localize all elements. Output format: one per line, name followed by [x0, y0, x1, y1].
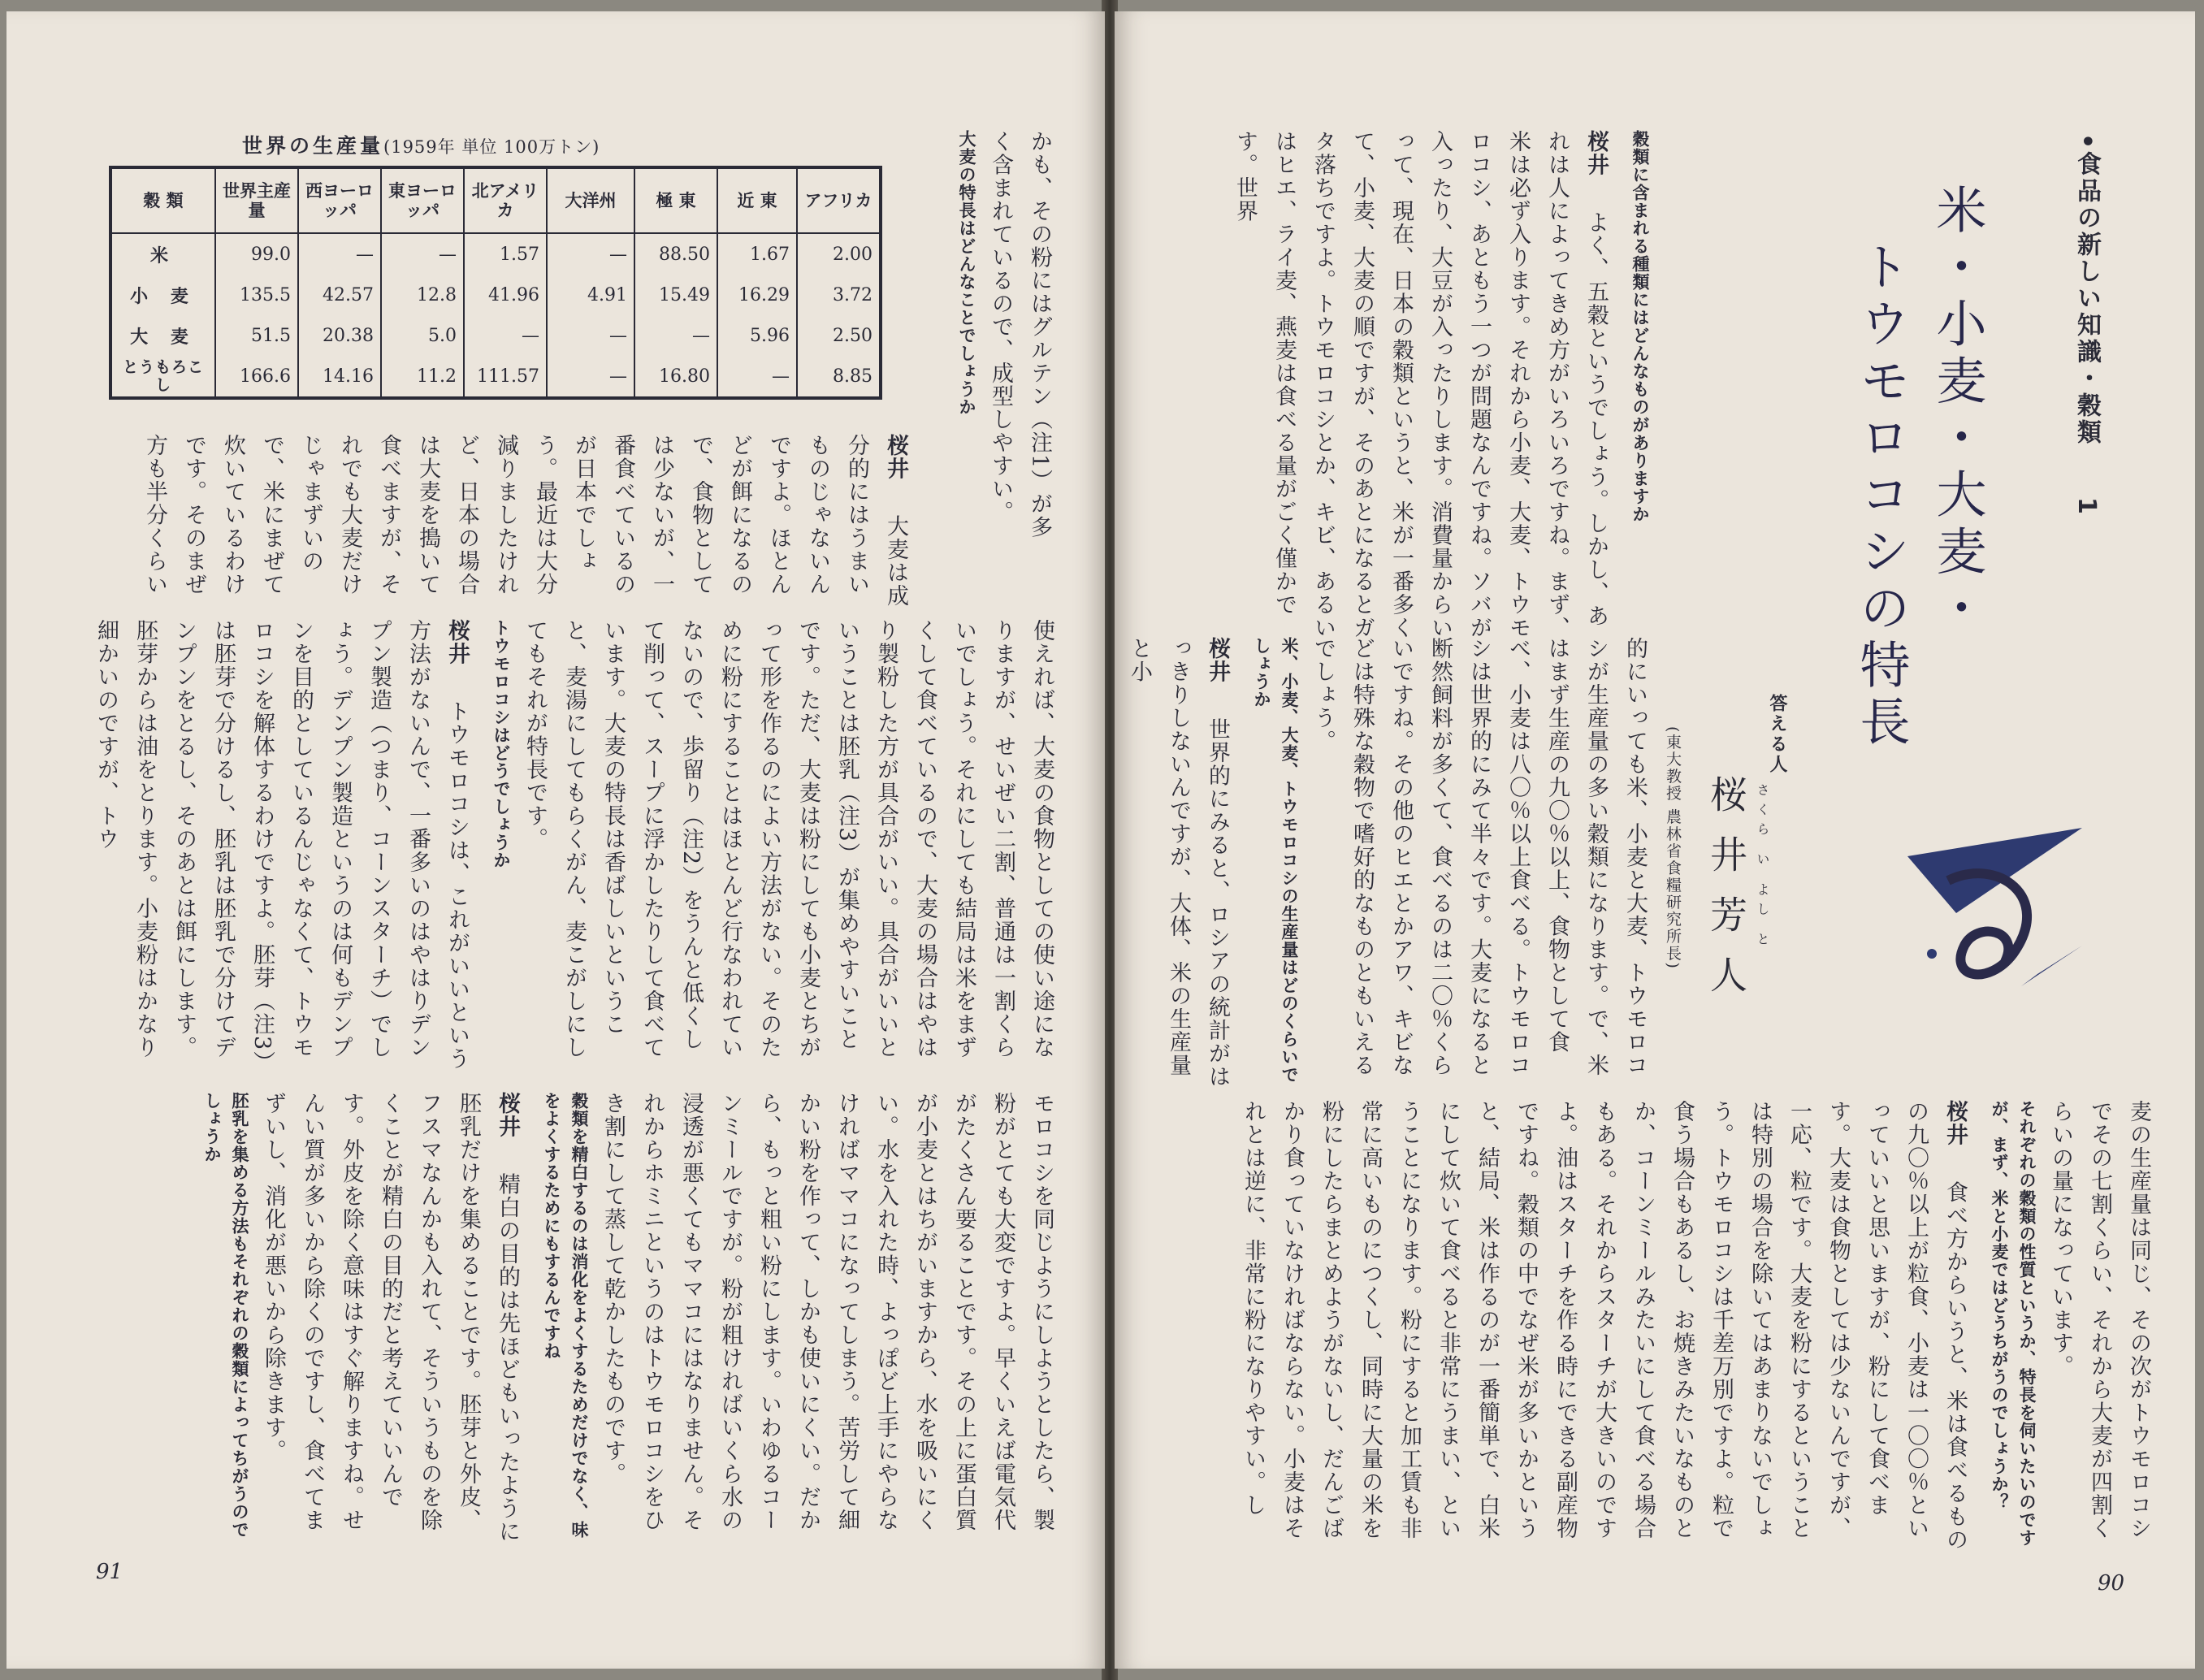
- left-text-column-a: [912, 130, 1059, 544]
- paragraph: 精白の目的は先ほどもいったように胚乳だけを集めることです。胚芽と外皮、フスマなんかも入れて、そういうものを除くことが精白の目的だと考えていいんです。外皮を除く意味はすぐ解りますね。せんい質が多いから除くのですし、食べてまずいし、消化が悪いから除きます。: [261, 1092, 520, 1544]
- answerer-name: 桜井芳人: [1704, 775, 1748, 1015]
- table-subtitle: (1959年 単位 100万トン): [383, 137, 600, 157]
- table-cell: 20.38: [298, 315, 381, 356]
- table-cell: 5.96: [717, 315, 797, 356]
- speaker-label: 桜井: [1205, 637, 1230, 683]
- speaker-label: 桜井: [1942, 1100, 1968, 1146]
- table-cell: 88.50: [634, 233, 717, 275]
- table-cell: 3.72: [797, 275, 881, 315]
- question-heading: 穀類を精白するのは消化をよくするためだけでなく、味をよくするためにもするんですね: [542, 1092, 589, 1539]
- table-cell: 14.16: [298, 356, 381, 398]
- table-cell: 135.5: [215, 275, 298, 315]
- table-header-cell: 世界主産量: [215, 167, 298, 233]
- paragraph: よく、五穀というでしょう。しかし、あれは人によってきめ方がいろいろですね。まず、米は必ず入ります。それから小麦、大麦、トウモロコシ、あともう一つが問題なんですね。ソバが入ったり、大豆が入ったりします。消費量からいって、現在、日本の穀類というと、米が一番多くて、小麦、大麦の順ですが、そのあとになるとガタ落ちですよ。トウモロコシとか、キビ、あるいはヒエ、ライ麦、燕麦は食べる量がごく僅かです。世界: [1232, 130, 1609, 639]
- paragraph: 使えれば、大麦の食物としての使い途になりますが、せいぜい二割、普通は一割くらいでしょう。それにしても結局は米をまずくして食べているので、大麦の場合はやはり製粉した方が具合がいい。具合がいいということは胚乳（注3）が集めやすいことです。ただ、大麦は粉にしても小麦とちがって形を作るのによい方法がない。そのために粉にすることはほとんど行なわれていないので、歩留り（注2）をうんと低くして削って、スープに浮かしたりして食べています。大麦の特長は香ばしいということ、麦湯にしてもらくがん、麦こがしにしてもそれが特長です。: [522, 619, 1054, 1059]
- table-row: [110, 356, 881, 398]
- table-cell: —: [717, 356, 797, 398]
- table-title: 世界の生産量(1959年 単位 100万トン): [242, 134, 600, 158]
- paragraph: かも、その粉にはグルテン（注1）が多く含まれているので、成型しやすい。: [988, 130, 1052, 539]
- table-cell: —: [634, 315, 717, 356]
- right-text-column-b: [1127, 637, 1654, 1092]
- production-table: [109, 166, 882, 400]
- table-cell: 111.57: [464, 356, 547, 398]
- question-heading: 穀類に含まれる種類にはどんなものがありますか: [1630, 130, 1650, 523]
- question-heading: それぞれの穀類の性質というか、特長を伺いたいのですが、まず、米と小麦ではどうちがうのでしょうか？: [1990, 1100, 2037, 1547]
- right-text-column-c: [1199, 1100, 2158, 1555]
- article-title: [1842, 184, 1995, 752]
- left-page: [6, 11, 1105, 1669]
- left-text-column-b: [93, 619, 1061, 1074]
- table-header-cell: 穀 類: [110, 167, 215, 233]
- table-cell: 41.96: [464, 275, 547, 315]
- left-text-column-a2: [102, 434, 915, 608]
- answerer-title: (東大教授 農林省食糧研究所長): [1664, 726, 1682, 970]
- table-cell: 2.00: [797, 233, 881, 275]
- table-cell: 2.50: [797, 315, 881, 356]
- table-cell: 11.2: [381, 356, 464, 398]
- speaker-label: 桜井: [1583, 130, 1609, 176]
- table-cell: 99.0: [215, 233, 298, 275]
- table-cell: —: [547, 233, 634, 275]
- question-heading: トウモロコシはどうでしょうか: [491, 619, 511, 869]
- table-cell: —: [298, 233, 381, 275]
- table-header-cell: 大洋州: [547, 167, 634, 233]
- paragraph: トウモロコシは、これがいいという方法がないんで、一番多いのはやはりデンプン製造（つまり、コーンスターチ）でしょう。デンプン製造というのは何もデンプンを目的としているんじゃなくて、トウモロコシを解体するわけですよ。胚芽（注3）は胚芽で分けるし、胚乳は胚乳で分けてデンプンをとるし、そのあとは餌にします。胚芽からは油をとります。小麦粉はかなり細かいのですが、トウ: [93, 619, 470, 1071]
- speaker-label: 桜井: [444, 619, 470, 665]
- table-cell: —: [464, 315, 547, 356]
- table-cell: —: [381, 233, 464, 275]
- answerer-reading: さくら い よし と: [1755, 783, 1770, 952]
- paragraph: 世界的にみると、ロシアの統計がはっきりしないんですが、大体、米の生産量と小: [1127, 637, 1230, 1089]
- series-number: 1: [2072, 497, 2101, 517]
- table-cell: 166.6: [215, 356, 298, 398]
- table-header-cell: アフリカ: [797, 167, 881, 233]
- question-heading: 米、小麦、大麦、トウモロコシの生産量はどのくらいでしょうか: [1252, 637, 1299, 1084]
- series-heading: [2068, 133, 2104, 517]
- row-label: 米: [110, 233, 215, 275]
- emblem-wing: [1907, 828, 2082, 913]
- paragraph: 食べ方からいうと、米は食べるものの九〇％以上が粒食、小麦は一〇〇％といっていいと思いますが、粉にして食べます。大麦は食物としては少ないんですが、一応、粒です。大麦を粉にするということは特別の場合を除いてはあまりないでしょう。トウモロコシは千差万別ですよ。粒で食う場合もあるし、お焼きみたいなものとか、コーンミールみたいにして食べる場合もある。それからスターチが大きいのですよ。油はスターチを作る時にできる副産物ですね。穀類の中でなぜ米が多いかというと、結局、米は作るのが一番簡単で、白米にして炊いて食べると非常にうまい、ということになります。粉にすると加工賃も非常に高いものにつくし、同時に大量の米を粉にしたらまとめようがないし、だんごばかり食っていなければならない。小麦はそれとは逆に、非常に粉になりやすい。し: [1241, 1100, 1968, 1552]
- table-cell: 8.85: [797, 356, 881, 398]
- title-line-2: トウモロコシの特長: [1851, 240, 1911, 752]
- table-row: [110, 233, 881, 275]
- table-header-cell: 極 東: [634, 167, 717, 233]
- table-cell: 12.8: [381, 275, 464, 315]
- right-page: [1115, 11, 2195, 1669]
- question-heading: 大麦の特長はどんなことでしょうか: [957, 130, 976, 416]
- speaker-label: 桜井: [495, 1092, 520, 1138]
- row-label: 小 麦: [110, 275, 215, 315]
- table-row: [110, 275, 881, 315]
- series-label: •食品の新しい知識・穀類: [2072, 133, 2101, 447]
- speaker-label: 桜井: [883, 434, 908, 480]
- table-cell: 1.67: [717, 233, 797, 275]
- table-header-row: [110, 167, 881, 233]
- left-text-column-c: [102, 1092, 1061, 1547]
- table-cell: 5.0: [381, 315, 464, 356]
- emblem-tail: [2021, 946, 2082, 986]
- paragraph: 麦の生産量は同じ、その次がトウモロコシでその七割くらい、それから大麦が四割くらいの量になっています。: [2048, 1100, 2151, 1540]
- table-cell: 16.80: [634, 356, 717, 398]
- table-header-cell: 東ヨーロッパ: [381, 167, 464, 233]
- emblem-dot: [1927, 949, 1937, 959]
- table-cell: 42.57: [298, 275, 381, 315]
- paragraph: モロコシを同じようにしようとしたら、製粉がとても大変ですよ。早くいえば電気代がたくさん要ることです。その上に蛋白質が小麦とはちがいますから、水を吸いにくい。水を入れた時、よっぽど上手にやらなければママコになってしまう。苦労して細かい粉を作って、しかも使いにくい。だから、もっと粗い粉にします。いわゆるコーンミールですが。粉が粗ければいくら水の浸透が悪くてもママコにはなりません。それからホミニというのはトウモロコシをひき割にして蒸して乾かしたものです。: [600, 1092, 1054, 1532]
- table-header-cell: 西ヨーロッパ: [298, 167, 381, 233]
- row-label: 大 麦: [110, 315, 215, 356]
- page-number: 90: [2098, 1571, 2125, 1596]
- table-cell: —: [547, 356, 634, 398]
- answerer-label: 答える人: [1767, 694, 1787, 775]
- page-number: 91: [96, 1560, 123, 1584]
- table-cell: —: [547, 315, 634, 356]
- table-cell: 15.49: [634, 275, 717, 315]
- table-cell: 1.57: [464, 233, 547, 275]
- row-label: とうもろこし: [110, 356, 215, 398]
- table-cell: 16.29: [717, 275, 797, 315]
- right-text-column-a: [1199, 130, 1654, 642]
- paragraph: 大麦は成分的にはうまいものじゃないんですよ。ほとんどが餌になるので、食物としては少ないが、一番食べているのが日本でしょう。最近は大分減りましたけれど、日本の場合は大麦を搗いて食べますが、それでも大麦だけじゃまずいので、米にまぜて炊いているわけです。そのまぜ方も半分くらい: [142, 434, 908, 608]
- decorative-emblem: [1899, 824, 2086, 994]
- table-row: [110, 315, 881, 356]
- table-cell: 4.91: [547, 275, 634, 315]
- table-header-cell: 近 東: [717, 167, 797, 233]
- title-line-1: 米・小麦・大麦・: [1928, 184, 1987, 639]
- question-heading: 胚乳を集める方法もそれぞれの穀類によってちがうのでしょうか: [202, 1092, 249, 1539]
- paragraph: 的にいっても米、小麦と大麦、トウモロコシが生産量の多い穀類になります。で、米はまず生産の九〇％以上、食物として食べ、小麦は八〇％以上食べる。トウモロコシは世界的にみて半々です。大麦になると断然飼料が多くて、食べるのは二〇％くらいですね。その他のヒエとかアワ、キビなどは特殊な穀物で嗜好的なものともいえるでしょう。: [1310, 637, 1648, 1077]
- table-header-cell: 北アメリカ: [464, 167, 547, 233]
- table-cell: 51.5: [215, 315, 298, 356]
